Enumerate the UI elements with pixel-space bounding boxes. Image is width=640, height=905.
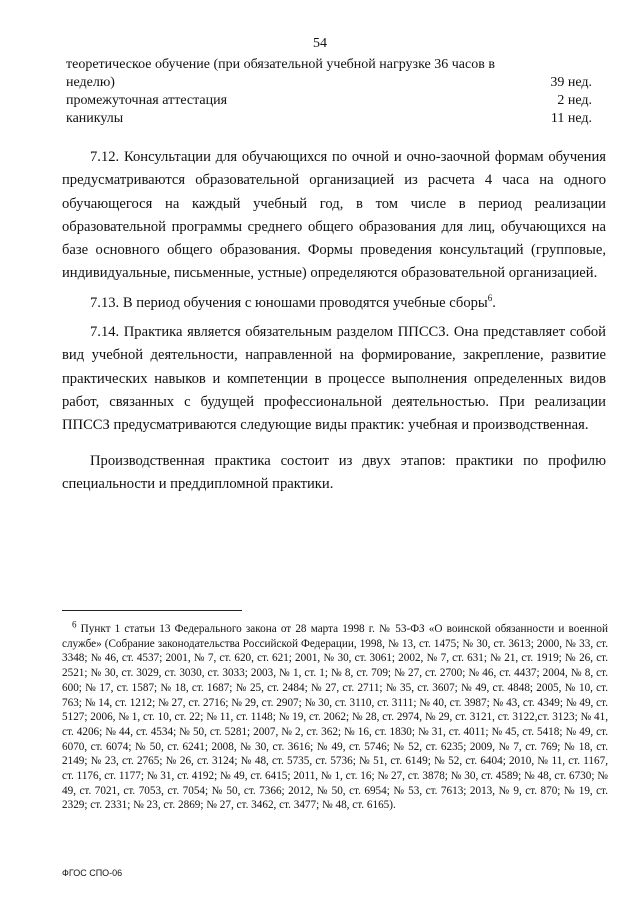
footnote xyxy=(62,619,608,813)
schedule-value: 39 нед. xyxy=(550,75,592,90)
page-number: 54 xyxy=(313,36,327,51)
schedule-row-attestation xyxy=(66,92,592,110)
footnote-marker: 6 xyxy=(72,619,77,630)
schedule-value: 2 нед. xyxy=(557,93,592,108)
schedule-row-theory xyxy=(66,56,592,92)
footnote-text: Пункт 1 статьи 13 Федерального закона от 28 марта 1998 г. № 53-ФЗ «О воинской обязанности и военной службе» (Собрание законодательства Российской Федерации, 1998, № 13, ст. 1475; № 30, ст. 3613; 2000, № 33, ст. 3348; № 46, ст. 4537; 2001, № 7, ст. 620, ст. 621; 2001, № 30, ст. 3061; 2002, № 7, ст. 631; № 21, ст. 1919; № 26, ст. 2521; № 30, ст. 3029, ст. 3030, ст. 3033; 2003, № 1, ст. 1; № 8, ст. 709; № 27, ст. 2700; № 46, ст. 4437; 2004, № 8, ст. 600; № 17, ст. 1587; № 18, ст. 1687; № 25, ст. 2484; № 27, ст. 2711; № 35, ст. 3607; № 49, ст. 4848; 2005, № 10, ст. 763; № 14, ст. 1212; № 27, ст. 2716; № 29, ст. 2907; № 30, ст. 3110, ст. 3111; № 40, ст. 3987; № 43, ст. 4349; № 49, ст. 5127; 2006, № 1, ст. 10, ст. 22; № 11, ст. 1148; № 19, ст. 2062; № 28, ст. 2974, № 29, ст. 3121, ст. 3122,ст. 3123; № 41, ст. 4206; № 44, ст. 4534; № 50, ст. 5281; 2007, № 2, ст. 362; № 16, ст. 1830; № 31, ст. 4011; № 45, ст. 5418; № 49, ст. 6070, ст. 6074; № 50, ст. 6241; 2008, № 30, ст. 3616; № 49, ст. 5746; № 52, ст. 6235; 2009, № 7, ст. 769; № 18, ст. 2149; № 23, ст. 2765; № 26, ст. 3124; № 48, ст. 5735, ст. 5736; № 51, ст. 6149; № 52, ст. 6404; 2010, № 11, ст. 1167, ст. 1176, ст. 1177; № 31, ст. 4192; № 49, ст. 6415; 2011, № 1, ст. 16; № 27, ст. 3878; № 30, ст. 4589; № 48, ст. 6730; № 49, ст. 7021, ст. 7053, ст. 7054; № 50, ст. 7366; 2012, № 50, ст. 6954; № 53, ст. 7613; 2013, № 9, ст. 870; № 19, ст. 2329; ст. 2331; № 23, ст. 2869; № 27, ст. 3462, ст. 3477; № 48, ст. 6165). xyxy=(62,623,608,812)
schedule-label: каникулы xyxy=(66,111,124,126)
paragraph-7-13 xyxy=(62,292,606,315)
schedule-value: 11 нед. xyxy=(550,111,592,126)
paragraph-7-12: 7.12. Консультации для обучающихся по очной и очно-заочной формам обучения предусматриваются образовательной организацией из расчета 4 часа на одного обучающегося на каждый учебный год, в том числе в период реализации образовательной программы среднего общего образования для лиц, обучающихся на базе основного общего образования. Формы проведения консультаций (групповые, индивидуальные, письменные, устные) определяются образовательной организацией. xyxy=(62,149,606,282)
schedule-row-vacation xyxy=(66,110,592,128)
footnote-reference: 6 xyxy=(487,292,493,303)
study-schedule xyxy=(66,56,592,128)
document-body xyxy=(62,146,606,502)
paragraph-production-practice: Производственная практика состоит из двух этапов: практики по профилю специальности и преддипломной практики. xyxy=(62,452,606,492)
paragraph-7-13-text: 7.13. В период обучения с юношами проводятся учебные сборы xyxy=(90,294,488,311)
document-code: ФГОС СПО-06 xyxy=(62,868,123,878)
schedule-label: промежуточная аттестация xyxy=(66,93,228,108)
footnote-divider xyxy=(62,610,242,611)
paragraph-7-14: 7.14. Практика является обязательным разделом ППССЗ. Она представляет собой вид учебной деятельности, направленной на формирование, закрепление, развитие практических навыков и компетенции в процессе выполнения определенных видов работ, связанных с будущей профессиональной деятельностью. При реализации ППССЗ предусматриваются следующие виды практик: учебная и производственная. xyxy=(62,324,606,434)
schedule-label: теоретическое обучение (при обязательной учебной нагрузке 36 часов в неделю) xyxy=(66,57,495,90)
paragraph-7-13-end: . xyxy=(492,294,496,311)
